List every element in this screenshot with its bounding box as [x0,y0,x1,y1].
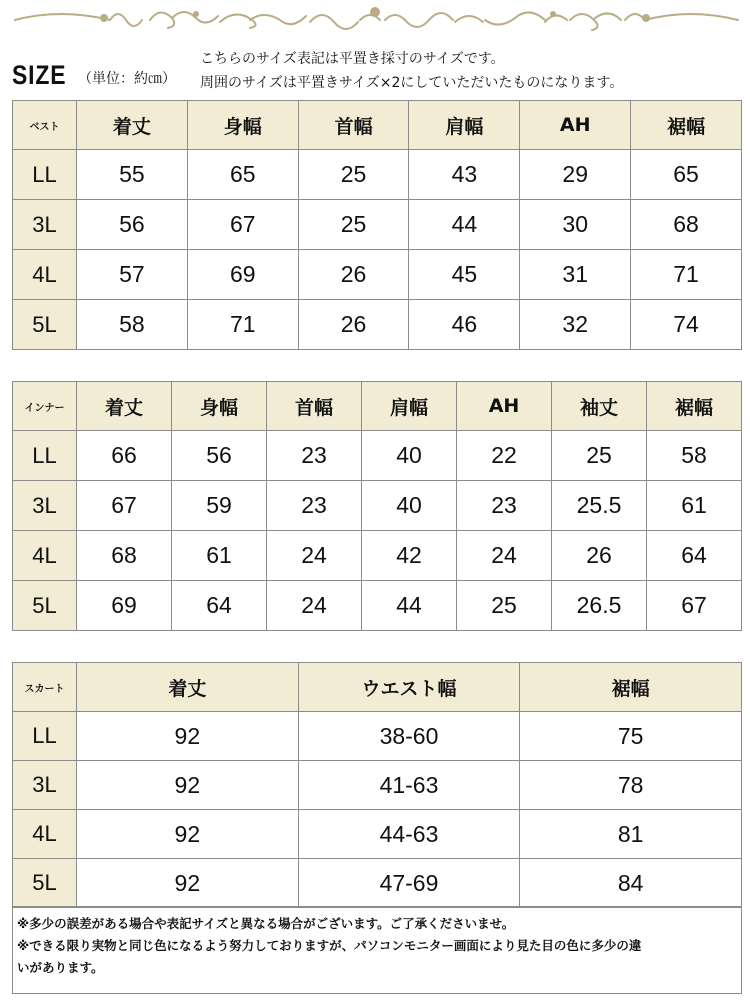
column-header: 袖丈 [552,382,647,431]
column-header: 裾幅 [631,101,742,150]
column-header: 身幅 [172,382,267,431]
table-cell: 64 [647,531,742,581]
table-cell: 25.5 [552,481,647,531]
table-cell: 64 [172,581,267,631]
table-header-row [13,663,742,712]
table-cell: 25 [298,150,409,200]
table-cell: 71 [631,250,742,300]
table-cell: 65 [187,150,298,200]
size-label: 4L [13,810,77,859]
table-cell: 59 [172,481,267,531]
column-header: 首幅 [267,382,362,431]
table-cell: 26 [298,300,409,350]
size-label: LL [13,150,77,200]
table-cell: 47-69 [298,859,520,908]
disclaimer-box [12,906,742,994]
table-row [13,810,742,859]
table-row [13,712,742,761]
table-cell: 56 [77,200,188,250]
table-cell: 44-63 [298,810,520,859]
ornament-border [0,0,750,40]
column-header: 身幅 [187,101,298,150]
table-header-row [13,382,742,431]
table-cell: 44 [362,581,457,631]
table-cell: 26 [552,531,647,581]
table-cell: 65 [631,150,742,200]
table-row [13,481,742,531]
table-cell: 84 [520,859,742,908]
size-label: 5L [13,300,77,350]
size-label: 4L [13,250,77,300]
column-header: 肩幅 [409,101,520,150]
column-header: AH [457,382,552,431]
table-cell: 55 [77,150,188,200]
table-row [13,200,742,250]
size-label: LL [13,431,77,481]
table-cell: 24 [267,581,362,631]
table-cell: 67 [647,581,742,631]
table-cell: 58 [647,431,742,481]
table-name: スカート [13,663,77,712]
unit-label: （単位：約㎝） [78,71,176,87]
table-cell: 56 [172,431,267,481]
table-row [13,581,742,631]
disclaimer-line-1: ※多少の誤差がある場合や表記サイズと異なる場合がございます。ご了承くださいませ。 [17,916,515,931]
table-cell: 75 [520,712,742,761]
table-row [13,761,742,810]
skirt-size-table [12,662,742,908]
disclaimer-line-3: いがあります。 [17,960,104,975]
table-cell: 92 [77,712,299,761]
table-cell: 67 [77,481,172,531]
table-cell: 44 [409,200,520,250]
table-cell: 69 [187,250,298,300]
table-cell: 74 [631,300,742,350]
table-name: インナー [13,382,77,431]
table-cell: 23 [267,431,362,481]
table-cell: 26 [298,250,409,300]
table-cell: 46 [409,300,520,350]
column-header: 裾幅 [647,382,742,431]
column-header: 着丈 [77,101,188,150]
table-cell: 67 [187,200,298,250]
table-cell: 24 [267,531,362,581]
column-header: 肩幅 [362,382,457,431]
table-cell: 92 [77,859,299,908]
table-cell: 31 [520,250,631,300]
table-cell: 69 [77,581,172,631]
table-cell: 66 [77,431,172,481]
table-cell: 61 [647,481,742,531]
size-label: 5L [13,581,77,631]
size-title: SIZE [12,60,67,90]
table-cell: 92 [77,810,299,859]
table-cell: 45 [409,250,520,300]
size-label: 4L [13,531,77,581]
inner-size-table [12,381,742,631]
table-cell: 30 [520,200,631,250]
table-cell: 92 [77,761,299,810]
table-cell: 25 [457,581,552,631]
table-cell: 23 [267,481,362,531]
table-row [13,250,742,300]
table-cell: 29 [520,150,631,200]
size-label: 3L [13,481,77,531]
column-header: ウエスト幅 [298,663,520,712]
table-cell: 61 [172,531,267,581]
table-cell: 68 [77,531,172,581]
table-cell: 42 [362,531,457,581]
table-cell: 68 [631,200,742,250]
table-cell: 81 [520,810,742,859]
size-label: 5L [13,859,77,908]
table-cell: 24 [457,531,552,581]
column-header: 裾幅 [520,663,742,712]
table-header-row [13,101,742,150]
note-line-1: こちらのサイズ表記は平置き採寸のサイズです。 [200,51,505,67]
table-row [13,859,742,908]
table-cell: 57 [77,250,188,300]
column-header: 着丈 [77,382,172,431]
table-cell: 43 [409,150,520,200]
size-label: LL [13,712,77,761]
column-header: 着丈 [77,663,299,712]
table-cell: 38-60 [298,712,520,761]
table-cell: 26.5 [552,581,647,631]
table-cell: 32 [520,300,631,350]
table-row [13,300,742,350]
table-row [13,431,742,481]
note-line-2: 周囲のサイズは平置きサイズ×2にしていただいたものになります。 [200,75,624,91]
table-cell: 78 [520,761,742,810]
table-cell: 41-63 [298,761,520,810]
table-cell: 71 [187,300,298,350]
table-cell: 40 [362,481,457,531]
disclaimer-line-2: ※できる限り実物と同じ色になるよう努力しておりますが、パソコンモニター画面により見た目の色に多少の違 [17,938,642,953]
table-name: ベスト [13,101,77,150]
column-header: 首幅 [298,101,409,150]
size-label: 3L [13,200,77,250]
vest-size-table [12,100,742,350]
table-row [13,531,742,581]
table-cell: 25 [552,431,647,481]
column-header: AH [520,101,631,150]
table-cell: 22 [457,431,552,481]
size-label: 3L [13,761,77,810]
table-cell: 23 [457,481,552,531]
table-cell: 58 [77,300,188,350]
table-cell: 40 [362,431,457,481]
table-cell: 25 [298,200,409,250]
table-row [13,150,742,200]
